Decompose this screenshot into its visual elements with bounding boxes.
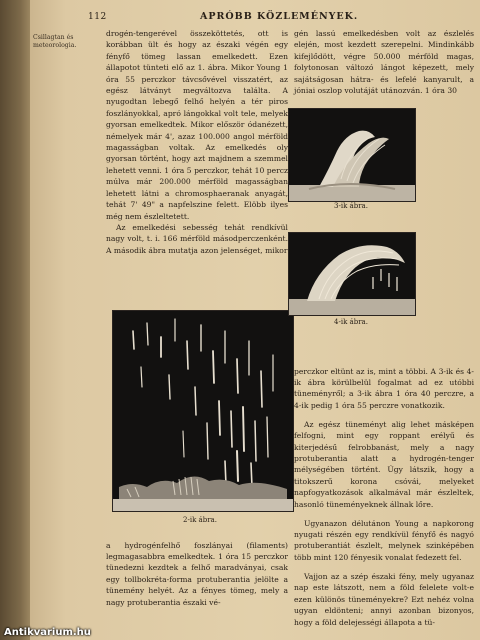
right-paragraph-1: gén lassú emelkedésben volt az észlelés elején, most kezdett szerepelni. Mindinkább kifejlődött, végre 50.000 mérföld magas, folytonosan változó lángot képezett, mely sajátságosan hátra- és lefelé kanyarult, a jóniai oszlop volutáját utánozván. 1 óra 30 bbox=[294, 29, 474, 96]
figure-3-image bbox=[288, 108, 416, 202]
right-paragraph-5: Vajjon az a szép északi fény, mely ugyanaz nap este látszott, nem a föld felelete volt-e ezen különös tüneményekre? Ezt nehéz volna ugyan eldönteni; annyi azonban bizonyos, hogy a föld delejességi állapota a tü- bbox=[294, 571, 474, 627]
left-paragraph-3: a hydrogénfelhő foszlányai (filaments) legmagasabbra emelkedtek. 1 óra 15 perczkor tünedezni kezdtek a felhő maradványai, csak egy tollbokréta-forma protuberantia jelölte a tünemény helyét. Az a fényes tömeg, mely a nagy protuberantia északi vé- bbox=[106, 540, 288, 607]
margin-note: Csillagtan és meteorologia. bbox=[33, 34, 77, 49]
left-column-top bbox=[106, 28, 288, 256]
right-paragraph-3: Az egész tüneményt alig lehet másképen felfogni, mint egy roppant erélyű és kiterjedésű felrobbanást, mely a nagy protuberantia alatt a hydrogén-tenger mélységében történt. Úgy látszik, hogy a titokszerű korona csóvái, melyeket napfogyatkozások alkalmával már észleltek, hasonló tüneményeknek állnak lőre. bbox=[294, 419, 474, 509]
running-head: APRÓBB KÖZLEMÉNYEK. bbox=[200, 11, 359, 22]
page-number: 112 bbox=[88, 12, 107, 22]
watermark-text: Antikvarium.hu bbox=[4, 627, 91, 638]
right-paragraph-2: perczkor eltünt az is, mint a többi. A 3-ik és 4-ik ábra körülbelül fogalmat ad ez utóbbi tüneményről; a 3-ik ábra 1 óra 40 perczre, a 4-ik pedig 1 óra 55 perczre vonatkozik. bbox=[294, 366, 474, 410]
figure-4-image bbox=[288, 232, 416, 316]
figure-3-caption: 3-ik ábra. bbox=[334, 202, 368, 210]
right-column-bottom bbox=[294, 358, 474, 636]
figure-4-caption: 4-ik ábra. bbox=[334, 318, 368, 326]
figure-2-drawing bbox=[113, 311, 293, 511]
page-header bbox=[30, 10, 480, 26]
right-column-top bbox=[294, 28, 474, 96]
figure-2-image bbox=[112, 310, 294, 512]
left-column-bottom bbox=[106, 532, 288, 616]
figure-4-drawing bbox=[289, 233, 415, 315]
figure-3-drawing bbox=[289, 109, 415, 201]
book-spine bbox=[0, 0, 34, 640]
left-paragraph-1: drogén-tengerével összeköttetés, ott is korábban ült és hogy az északi végén egy fényfő tömeg lassan emelkedett. Ezen állapotot tünteti elő az 1. ábra. Mikor Young 1 óra 55 perczkor távcsővével visszatért, az egész látványt megváltozva találta. A nyugodtan lebegő felhő helyén a tér piros foszlányokkal, apró lángokkal volt tele, melyek gyorsan emelkedtek. Mikor először ódanézett, némelyek már 4', azaz 100.000 angol mérföld magasságban voltak. Az emelkedés oly gyorsan történt, hogy azt majdnem a szemmel lehetett venni. 1 óra 5 perczkor, tehát 10 percz múlva már 200.000 mérföld magasságban lehetett látni a chromosphaeranak anyagát, tehát 7' 49" a napfelszine felett. Elöbb ilyes még nem észleltetett. bbox=[106, 29, 288, 221]
right-paragraph-4: Ugyanazon délutánon Young a napkorong nyugati részén egy rendkívül fényfő és nagyó protuberantiát észlelt, melynek szinképében több mint 120 fényesik vonalat fedezett fel. bbox=[294, 518, 474, 562]
figure-2-caption: 2-ik ábra. bbox=[183, 516, 217, 524]
left-paragraph-2: Az emelkedési sebesség tehát rendkívül nagy volt, t. i. 166 mérföld másodperczenként. A második ábra mutatja azon jelenséget, mikor bbox=[106, 222, 288, 255]
book-page bbox=[30, 0, 480, 640]
